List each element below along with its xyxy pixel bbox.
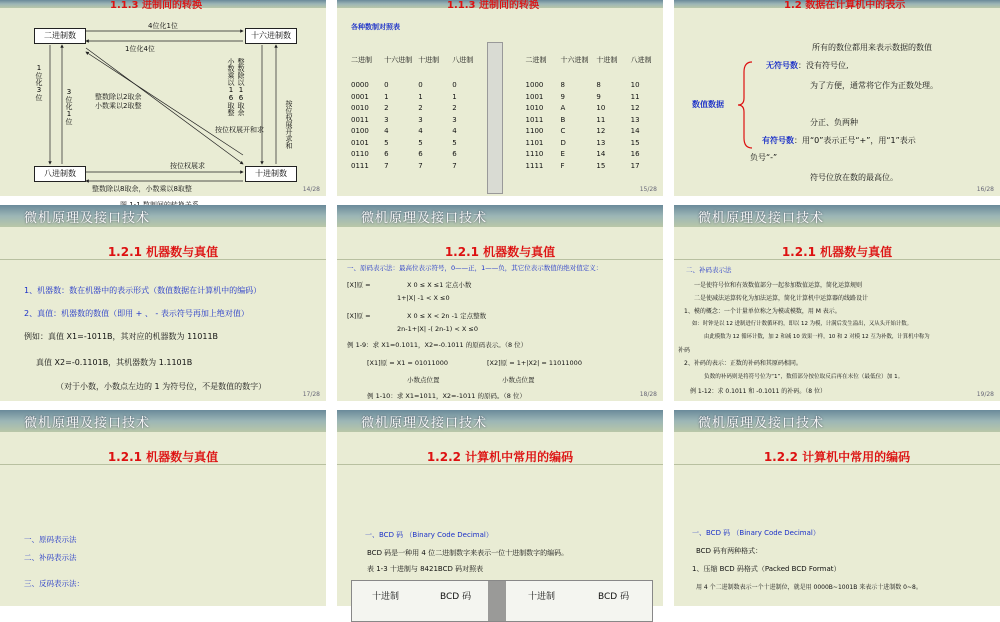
course-title: 微机原理及接口技术 (361, 416, 488, 431)
text-line: 用 4 个二进制数表示一个十进制位，就是用 0000B~1001B 来表示十进制数 0~8。 (696, 584, 922, 591)
course-title: 微机原理及接口技术 (698, 416, 825, 431)
table-cell: B (560, 115, 566, 124)
bcd-header-decimal: 十进制 (372, 592, 400, 602)
slide-9[interactable] (674, 410, 1000, 606)
table-cell: 12 (596, 127, 606, 136)
slide-2[interactable] (337, 0, 663, 196)
table-cell: 16 (630, 150, 640, 159)
table-cell: 7 (452, 161, 457, 170)
title-divider (674, 259, 1000, 260)
text-line: 由此模数为 12 循环计数，加 2 和减 10 效果一样，10 和 2 对模 12 互为补数，计算机中称为 (704, 334, 930, 340)
label-1to4: 1位化4位 (125, 45, 155, 53)
text-line: 表 1-3 十进制与 8421BCD 码对照表 (367, 565, 484, 573)
bcd-header-decimal: 十进制 (528, 592, 556, 602)
table-cell: 11 (630, 92, 640, 101)
bcd-header-code: BCD 码 (598, 592, 630, 602)
text-line: 三、反码表示法： (24, 579, 84, 588)
table-cell: 2 (384, 104, 389, 113)
slide-title: 1.2.1 机器数与真值 (781, 245, 893, 259)
title-divider (337, 464, 663, 465)
table-cell: E (560, 150, 565, 159)
text-line: 有符号数：用“0”表示正号“+”，用“1”表示 (762, 136, 916, 145)
table-cell: 1010 (525, 104, 544, 113)
table-cell: 1 (384, 92, 389, 101)
table-cell: 8 (596, 81, 601, 90)
bcd-table (351, 580, 653, 622)
slide-title: 1.2 数据在计算机中的表示 (784, 0, 906, 11)
table-cell: 15 (596, 161, 606, 170)
table-cell: 1 (418, 92, 423, 101)
course-title: 微机原理及接口技术 (698, 211, 825, 226)
table-cell: A (560, 104, 566, 113)
table-row (349, 91, 663, 103)
table-cell: 1111 (525, 161, 544, 170)
table-cell: 1000 (525, 81, 544, 90)
header-decimal: 十进制 (418, 55, 440, 64)
table-cell: 0 (452, 81, 457, 90)
text-line: 无符号数：没有符号位, (766, 61, 849, 70)
table-cell: 9 (560, 92, 565, 101)
table-cell: 6 (452, 150, 457, 159)
table-cell: 5 (418, 138, 423, 147)
table-cell: 0010 (351, 104, 369, 113)
header-hex: 十六进制 (560, 55, 589, 64)
slide-4[interactable] (0, 205, 326, 401)
text-line: 真值 X2=-0.1101B，其机器数为 1.1101B (36, 358, 193, 367)
text-line: 一、原码表示法 (24, 535, 77, 544)
text-line: 1、机器数：数在机器中的表示形式（数值数据在计算机中的编码） (24, 286, 262, 295)
table-header-row (349, 54, 663, 66)
label-numeric-data: 数值数据 (692, 100, 724, 109)
header-octal: 八进制 (452, 55, 474, 64)
bcd-divider (488, 581, 506, 621)
bcd-header-code: BCD 码 (440, 592, 472, 602)
slide-8[interactable] (337, 410, 663, 606)
course-title: 微机原理及接口技术 (24, 211, 151, 226)
text-line: 负号“-” (750, 153, 778, 162)
table-cell: 5 (452, 138, 457, 147)
table-cell: 13 (630, 115, 640, 124)
text-line: 2、补码的表示：正数的补码和其原码相同。 (684, 360, 802, 367)
table-cell: 0111 (351, 161, 369, 170)
course-title: 微机原理及接口技术 (361, 211, 488, 226)
label-expand-diag: 按位权展开和求 (215, 126, 264, 134)
label-1to3: 1位化3位 (35, 64, 43, 101)
text-line: BCD 码有两种格式： (696, 547, 763, 555)
label-expand-bottom: 按位权展求 (170, 162, 205, 170)
header-binary: 二进制 (525, 55, 547, 64)
table-cell: F (560, 161, 565, 170)
table-cell: 4 (418, 127, 423, 136)
text-line: [X]原 = (347, 312, 371, 320)
text-line: 补码 (678, 347, 691, 354)
table-cell: 0 (384, 81, 389, 90)
page-number: 18/28 (639, 391, 657, 398)
title-divider (0, 464, 326, 465)
table-cell: 7 (384, 161, 389, 170)
text-line: 分正、负两种 (810, 118, 858, 127)
text-line: 如：时钟是以 12 进制进行计数循环的，即以 12 为模，计满后发生溢出，又从头开始计数。 (692, 321, 913, 327)
text-line: 一、BCD 码 （Binary Code Decimal） (692, 529, 820, 537)
label-div8: 整数除以8取余，小数乘以8取整 (92, 185, 192, 193)
text-line: 例 1-9：求 X1=0.1011，X2=-0.1011 的原码表示。（8 位） (347, 341, 528, 349)
label-4to1: 4位化1位 (148, 22, 178, 30)
table-cell: 4 (384, 127, 389, 136)
table-cell: 10 (596, 104, 606, 113)
text-line: 一、BCD 码 （Binary Code Decimal） (365, 531, 493, 539)
header-decimal: 十进制 (596, 55, 618, 64)
table-cell: 11 (596, 115, 606, 124)
label-div2: 整数除以2取余 (95, 93, 142, 101)
table-cell: 0011 (351, 115, 369, 124)
table-cell: 13 (596, 138, 606, 147)
text-line: 2n-1+|X| -( 2n-1) < X ≤0 (397, 325, 478, 333)
text-line: BCD 码是一种用 4 位二进制数字来表示一位十进制数字的编码。 (367, 549, 569, 557)
table-cell: 14 (596, 150, 606, 159)
text-line: 所有的数位都用来表示数据的数值 (812, 43, 932, 52)
slide-title: 1.2.1 机器数与真值 (444, 245, 556, 259)
slide-title: 1.2.1 机器数与真值 (107, 245, 219, 259)
table-cell: 1001 (525, 92, 544, 101)
text-line: 例 1-12：求 0.1011 和 -0.1011 的补码。（8 位） (690, 388, 827, 395)
slide-3[interactable] (674, 0, 1000, 196)
title-divider (337, 259, 663, 260)
slide-title: 1.2.2 计算机中常用的编码 (426, 450, 574, 464)
box-binary: 二进制数 (34, 28, 86, 44)
table-cell: 3 (418, 115, 423, 124)
table-subtitle: 各种数制对照表 (351, 23, 400, 31)
numeral-table (349, 54, 663, 172)
table-cell: 10 (630, 81, 640, 90)
text-line: 小数点位置 (407, 376, 440, 384)
page-number: 14/28 (302, 186, 320, 193)
text-line: 为了方便，通常将它作为正数处理。 (810, 81, 938, 90)
page-number: 15/28 (639, 186, 657, 193)
text-line: 二是使减法运算转化为加法运算，简化计算机中运算器的线路设计 (694, 295, 869, 302)
table-cell: 0000 (351, 81, 369, 90)
title-divider (0, 259, 326, 260)
table-cell: 0001 (351, 92, 369, 101)
table-row (349, 126, 663, 138)
slide-6[interactable] (674, 205, 1000, 401)
text-line: （对于小数，小数点左边的 1 为符号位，不是数值的数字） (56, 382, 267, 391)
text-line: 例如：真值 X1=-1011B，其对应的机器数为 11011B (24, 332, 219, 341)
header-octal: 八进制 (630, 55, 652, 64)
box-hex: 十六进制数 (245, 28, 297, 44)
box-octal: 八进制数 (34, 166, 86, 182)
page-number: 19/28 (976, 391, 994, 398)
text-line: 1+|X| -1 < X ≤0 (397, 294, 450, 302)
text-line: [X2]原 = 1+|X2| = 11011000 (487, 359, 582, 367)
table-cell: 1 (452, 92, 457, 101)
label-mul2: 小数乘以2取整 (95, 102, 142, 110)
table-cell: C (560, 127, 566, 136)
table-row (349, 103, 663, 115)
text-line: X 0 ≤ X ≤1 定点小数 (407, 281, 472, 289)
text-line: 小数点位置 (502, 376, 535, 384)
text-line: 1、模的概念：一个计量单位称之为模或模数，用 M 表示。 (684, 308, 841, 315)
slide-5[interactable] (337, 205, 663, 401)
page-number: 16/28 (976, 186, 994, 193)
table-row (349, 114, 663, 126)
slide-title: 1.1.3 进制间的转换 (447, 0, 539, 11)
table-cell: 8 (560, 81, 565, 90)
table-cell: 0100 (351, 127, 369, 136)
table-cell: 14 (630, 127, 640, 136)
label-3to1: 3位化1位 (65, 88, 73, 125)
text-line: 一是使符号位和有效数值部分一起参加数值运算，简化运算规则 (694, 282, 863, 289)
box-decimal: 十进制数 (245, 166, 297, 182)
table-cell: 15 (630, 138, 640, 147)
table-cell: 0110 (351, 150, 369, 159)
text-line: 2、真值：机器数的数值（即用 + 、 - 表示符号再加上绝对值） (24, 309, 249, 318)
header-hex: 十六进制 (384, 55, 413, 64)
table-cell: 1101 (525, 138, 544, 147)
table-cell: 12 (630, 104, 640, 113)
table-cell: 2 (452, 104, 457, 113)
table-cell: 3 (452, 115, 457, 124)
table-cell: 9 (596, 92, 601, 101)
table-cell: 5 (384, 138, 389, 147)
table-row (349, 149, 663, 161)
table-cell: 17 (630, 161, 640, 170)
table-cell: 6 (384, 150, 389, 159)
table-cell: 2 (418, 104, 423, 113)
text-line: 负数的补码则是将符号位为“1”，数值部分按位取反后再在末位（最低位）加 1。 (704, 374, 904, 380)
table-cell: 1100 (525, 127, 544, 136)
label-mul16: 小数乘以16取整 (227, 58, 235, 116)
label-expand-right: 按位权展开求和 (285, 100, 293, 149)
table-row (349, 137, 663, 149)
table-cell: 0101 (351, 138, 369, 147)
text-line: 符号位放在数的最高位。 (810, 173, 898, 182)
table-row (349, 80, 663, 92)
title-divider (674, 464, 1000, 465)
table-cell: 3 (384, 115, 389, 124)
slide-title: 1.2.1 机器数与真值 (107, 450, 219, 464)
text-line: 二、补码表示法 (686, 266, 732, 274)
text-line: 1、压缩 BCD 码格式（Packed BCD Format） (692, 565, 841, 573)
table-cell: 0 (418, 81, 423, 90)
brace-icon (736, 60, 756, 150)
table-cell: 4 (452, 127, 457, 136)
text-line: [X]原 = (347, 281, 371, 289)
slide-title: 1.1.3 进制间的转换 (110, 0, 202, 11)
header-binary: 二进制 (351, 55, 372, 64)
table-cell: 1110 (525, 150, 544, 159)
table-row (349, 160, 663, 172)
course-title: 微机原理及接口技术 (24, 416, 151, 431)
table-cell: D (560, 138, 566, 147)
slide-1[interactable] (0, 0, 326, 196)
slide-7[interactable] (0, 410, 326, 606)
table-cell: 6 (418, 150, 423, 159)
text-line: 例 1-10：求 X1=1011，X2=-1011 的原码。（8 位） (367, 392, 526, 400)
slide-title: 1.2.2 计算机中常用的编码 (763, 450, 911, 464)
table-cell: 1011 (525, 115, 544, 124)
text-line: 一、原码表示法：最高位表示符号，0——正，1——负，其它位表示数值的绝对值定义： (347, 264, 603, 272)
text-line: 二、补码表示法 (24, 553, 77, 562)
text-line: X 0 ≤ X < 2n -1 定点整数 (407, 312, 487, 320)
page-number: 17/28 (302, 391, 320, 398)
text-line: [X1]原 = X1 = 01011000 (367, 359, 448, 367)
label-div16: 整数除以16取余 (237, 58, 245, 116)
table-cell: 7 (418, 161, 423, 170)
